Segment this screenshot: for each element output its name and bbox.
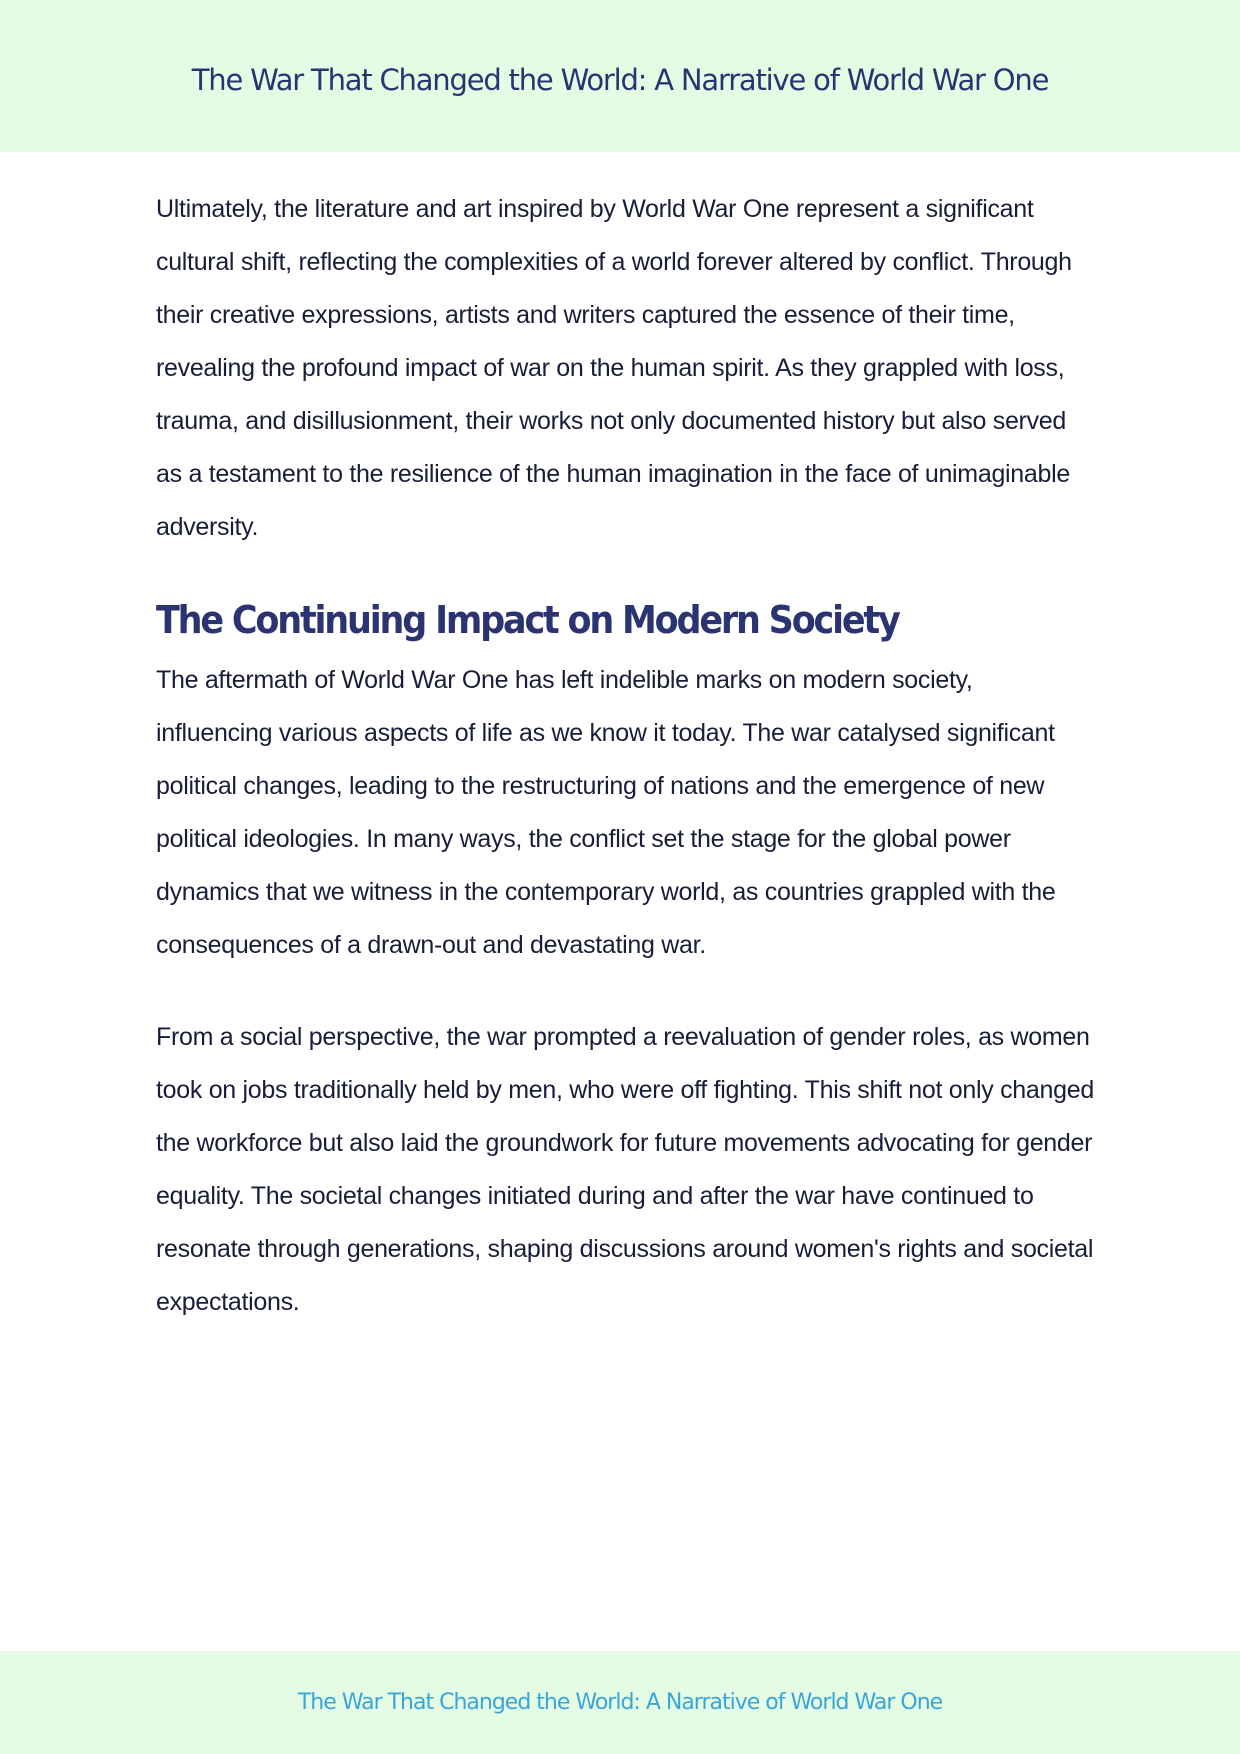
section-paragraph-1: The aftermath of World War One has left indelible marks on modern society, influencing various aspects of life as we know it today. The war catalysed significant political changes, leading to the restructuring of nations and the emergence of new political ideologies. In many ways, the conflict set the stage for the global power dynamics that we witness in the contemporary world, as countries grappled with the consequences of a drawn-out and devastating war. (156, 666, 1056, 959)
document-body (156, 183, 1094, 1329)
section-paragraph-2: From a social perspective, the war prompted a reevaluation of gender roles, as women took on jobs traditionally held by men, who were off fighting. This shift not only changed the workforce but also laid the groundwork for future movements advocating for gender equality. The societal changes initiated during and after the war have continued to resonate through generations, shaping discussions around women's rights and societal expectations. (156, 1023, 1094, 1316)
section-heading: The Continuing Impact on Modern Society (156, 599, 899, 643)
page-header (0, 0, 1240, 152)
intro-paragraph: Ultimately, the literature and art inspired by World War One represent a significant cultural shift, reflecting the complexities of a world forever altered by conflict. Through their creative expressions, artists and writers captured the essence of their time, revealing the profound impact of war on the human spirit. As they grappled with loss, trauma, and disillusionment, their works not only documented history but also served as a testament to the resilience of the human imagination in the face of unimaginable adversity. (156, 195, 1072, 541)
page-footer (0, 1651, 1240, 1754)
footer-title: The War That Changed the World: A Narrative of World War One (297, 1690, 943, 1715)
header-title: The War That Changed the World: A Narrative of World War One (191, 63, 1049, 97)
